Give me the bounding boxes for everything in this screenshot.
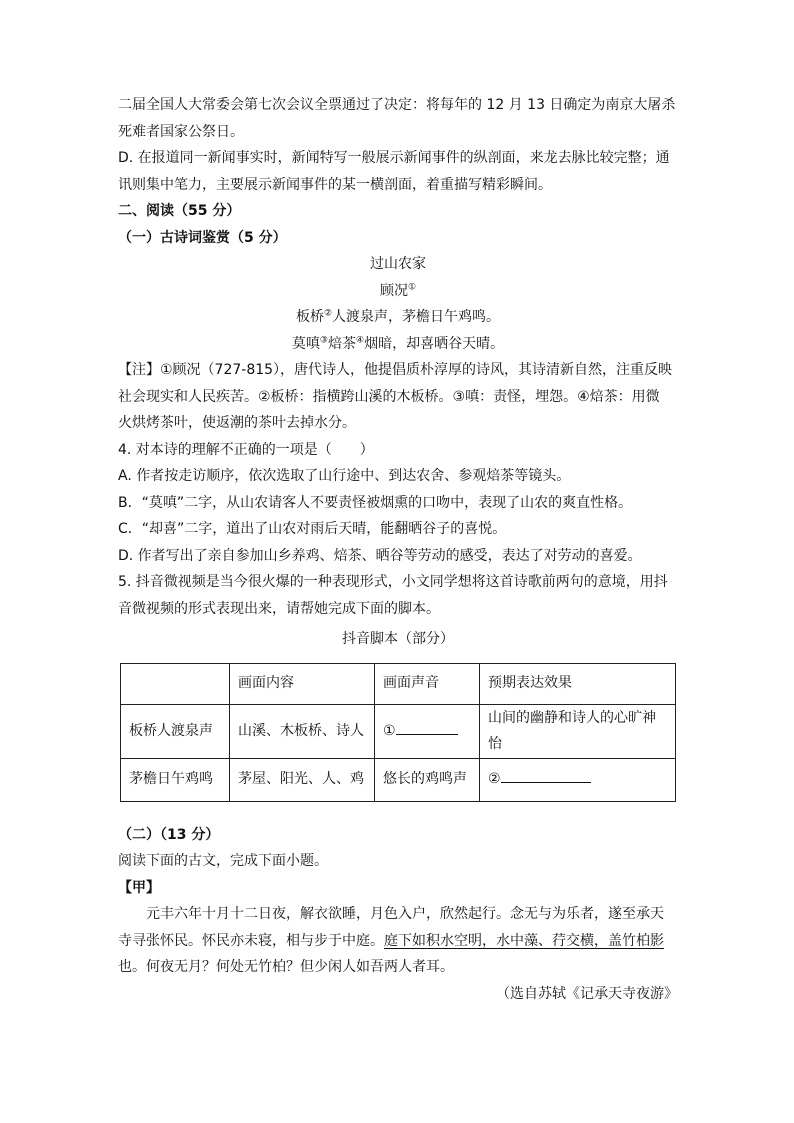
table-cell: 茅屋、阳光、人、鸡 — [230, 758, 375, 801]
table-header-cell — [121, 663, 230, 704]
instruction: 阅读下面的古文，完成下面小题。 — [118, 853, 328, 869]
subsection-heading: （二）（13 分） — [118, 826, 220, 843]
underlined-sentence: 庭下如积水空明，水中藻、荇交横，盖竹柏影 — [384, 932, 664, 949]
table-cell: 板桥人渡泉声 — [121, 704, 230, 758]
table-cell: 茅檐日午鸡鸣 — [121, 758, 230, 801]
table-cell: 山溪、木板桥、诗人 — [230, 704, 375, 758]
table-cell: 悠长的鸡鸣声 — [375, 758, 480, 801]
question-5: 音微视频的形式表现出来，请帮她完成下面的脚本。 — [118, 600, 440, 617]
passage-line: 也。何夜无月？何处无竹柏？但少闲人如吾两人者耳。 — [118, 959, 454, 975]
table-header-cell: 预期表达效果 — [480, 663, 676, 704]
passage-line: 元丰六年十月十二日夜，解衣欲睡，月色入户，欣然起行。念无与为乐者，遂至承天 — [146, 906, 664, 922]
poem-title: 过山农家 — [370, 256, 426, 272]
answer-blank-2[interactable]: ② — [480, 758, 676, 801]
poem-line: 莫嗔③焙茶④烟暗，却喜晒谷天晴。 — [291, 334, 505, 352]
table-header-cell: 画面声音 — [375, 663, 480, 704]
table-header-cell: 画面内容 — [230, 663, 375, 704]
question-4: 4. 对本诗的理解不正确的一项是（ ） — [118, 441, 374, 458]
document-page — [118, 92, 678, 1007]
question-4-option-d: D. 作者写出了亲自参加山乡养鸡、焙茶、晒谷等劳动的感受，表达了对劳动的喜爱。 — [118, 547, 642, 564]
passage-source: （选自苏轼《记承天寺夜游》 — [496, 985, 678, 1002]
passage-line: 寺寻张怀民。怀民亦未寝，相与步于中庭。庭下如积水空明，水中藻、荇交横，盖竹柏影 — [118, 932, 664, 949]
table-row — [121, 704, 676, 758]
poem-line: 板桥②人渡泉声，茅檐日午鸡鸣。 — [295, 308, 501, 325]
option-d: D. 在报道同一新闻事实时，新闻特写一般展示新闻事件的纵剖面，来龙去脉比较完整；通 — [118, 150, 670, 166]
question-4-option-a: A. 作者按走访顺序，依次选取了山行途中、到达农舍、参观焙茶等镜头。 — [118, 468, 571, 484]
script-table — [120, 663, 676, 802]
question-5: 5. 抖音微视频是当今很火爆的一种表现形式，小文同学想将这首诗歌前两句的意境，用抖 — [118, 574, 668, 590]
table-caption: 抖音脚本（部分） — [342, 631, 454, 647]
passage-label: 【甲】 — [118, 879, 160, 896]
question-4-option-b: B．“莫嗔”二字，从山农请客人不要责怪被烟熏的口吻中，表现了山农的爽直性格。 — [118, 494, 633, 511]
table-header-row — [121, 663, 676, 704]
intro-line: 二届全国人大常委会第七次会议全票通过了决定：将每年的 12 月 13 日确定为南京大屠杀 — [118, 97, 676, 113]
answer-blank-1[interactable]: ① — [375, 704, 480, 758]
table-row — [121, 758, 676, 801]
poem-author: 顾况① — [379, 281, 417, 299]
intro-line: 死难者国家公祭日。 — [118, 123, 244, 140]
section-heading: 二、阅读（55 分） — [118, 203, 241, 219]
question-4-option-c: C．“却喜”二字，道出了山农对雨后天晴，能翻晒谷子的喜悦。 — [118, 521, 507, 537]
poem-note: 社会现实和人民疾苦。②板桥：指横跨山溪的木板桥。③嗔：责怪，埋怨。④焙茶：用微 — [118, 388, 660, 405]
table-cell: 山间的幽静和诗人的心旷神怡 — [480, 704, 676, 758]
option-d: 讯则集中笔力，主要展示新闻事件的某一横剖面，着重描写精彩瞬间。 — [118, 176, 552, 193]
poem-note: 火烘烤茶叶，使返潮的茶叶去掉水分。 — [118, 415, 356, 431]
poem-note: 【注】①顾况（727-815），唐代诗人，他提倡质朴淳厚的诗风，其诗清新自然，注重反映 — [118, 362, 673, 378]
subsection-heading: （一）古诗词鉴赏（5 分） — [118, 229, 287, 246]
